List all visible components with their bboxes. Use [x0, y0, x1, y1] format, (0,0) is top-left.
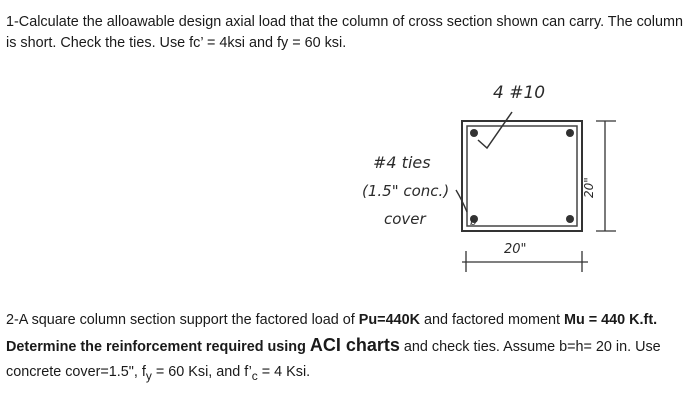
- ties-label: #4 ties: [373, 153, 431, 172]
- problem2-part1: 2-A square column section support the factored load of: [6, 312, 359, 328]
- bars-leader-line: [478, 112, 512, 148]
- problem-1-text: 1-Calculate the alloawable design axial load that the column of cross section shown can carry. The column is short. Check the ties. Use fc’ = 4ksi and fy = 60 ksi.: [6, 14, 683, 51]
- problem-2-text: [6, 308, 694, 389]
- problem2-part3: = 440 K.ft. Determine the reinforcement required using: [6, 312, 658, 355]
- tie-outline: [467, 126, 577, 226]
- corner-label-b: b: [470, 217, 477, 228]
- rebar-bottom-right: [566, 215, 574, 223]
- factored-load-value: Pu=440K: [358, 312, 420, 328]
- problem2-part2: and factored moment: [419, 312, 564, 328]
- fc-subscript: c: [251, 368, 258, 383]
- cover-label-line2: cover: [384, 210, 426, 228]
- rebar-top-left: [470, 129, 478, 137]
- problem2-part5: = 60 Ksi, and f’: [151, 364, 252, 380]
- bars-label: 4 #10: [493, 83, 546, 103]
- problem2-part6: = 4 Ksi.: [257, 364, 311, 380]
- cover-label-line1: (1.5" conc.): [362, 182, 450, 200]
- problem2-part4: and check ties. Assume b=h= 20 in. Use concrete cover=1.5", f: [6, 339, 661, 380]
- aci-charts-text: ACI charts: [309, 335, 400, 355]
- column-outline: [462, 121, 582, 231]
- height-label: 20": [582, 177, 596, 198]
- fy-subscript: y: [145, 368, 152, 383]
- width-label: 20": [504, 242, 527, 257]
- corner-label-a: a: [566, 127, 573, 138]
- factored-moment-symbol: Mu: [563, 312, 585, 328]
